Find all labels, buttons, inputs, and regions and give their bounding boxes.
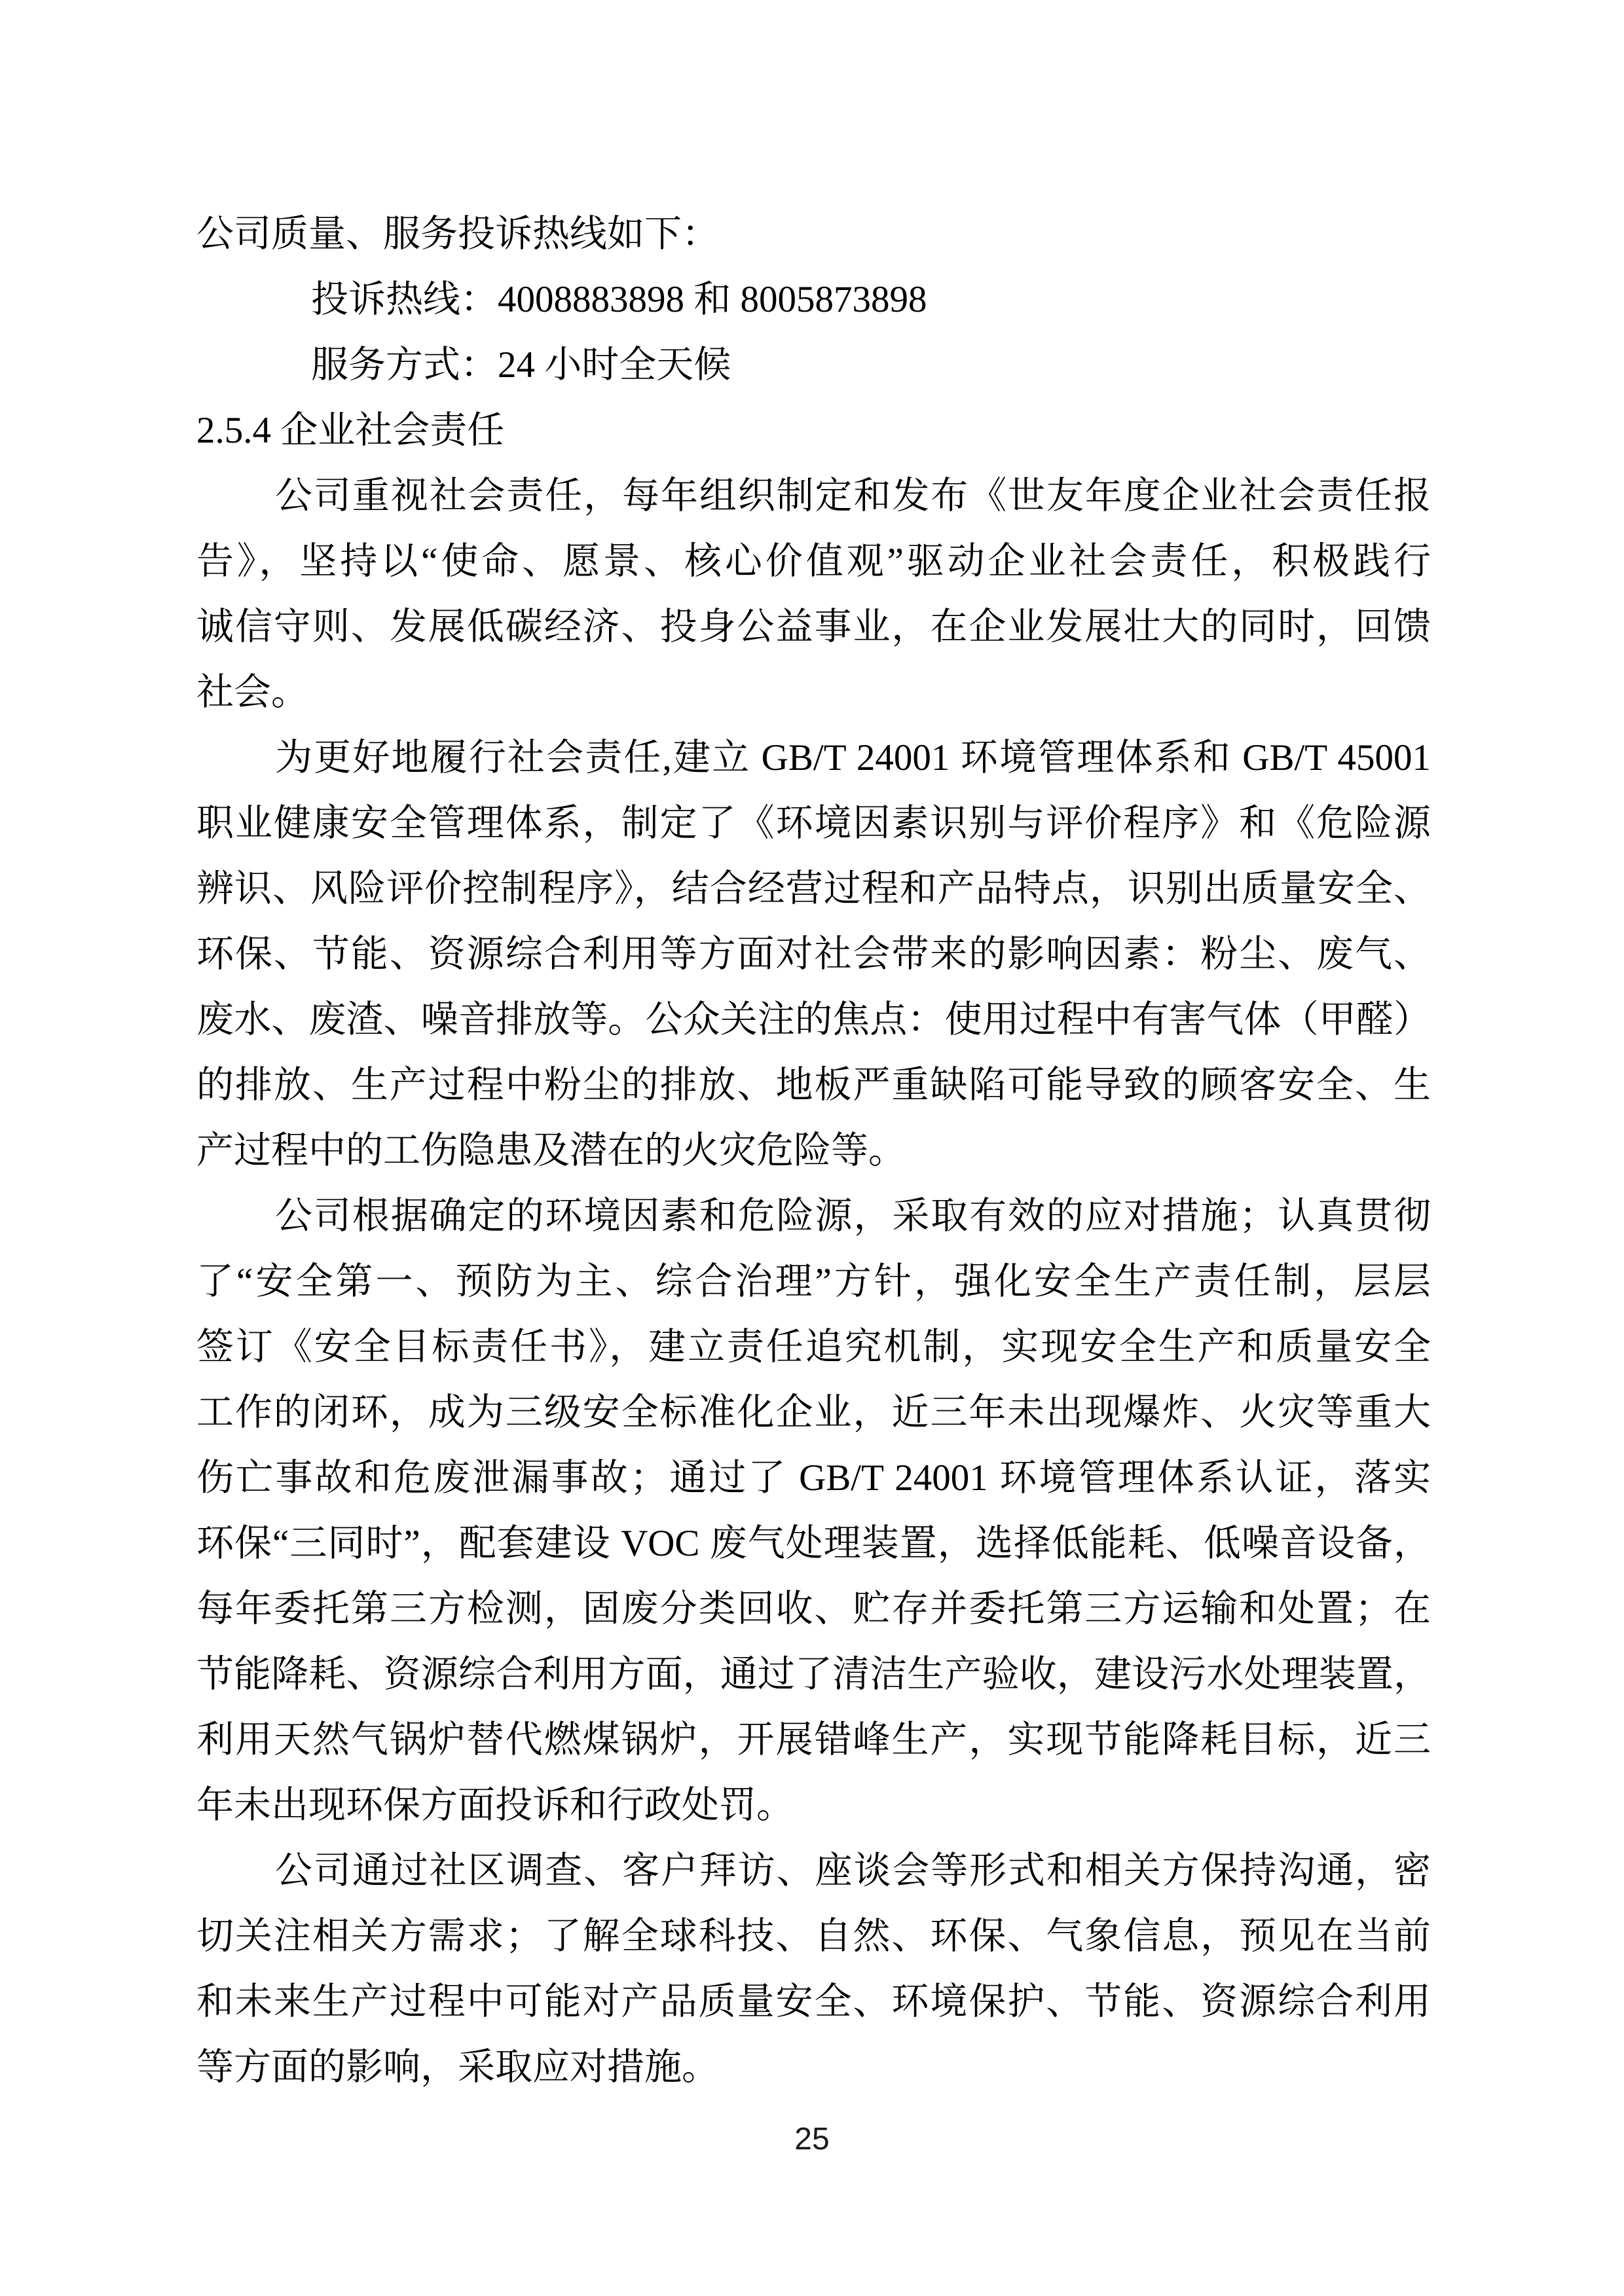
- text-line: 职业健康安全管理体系，制定了《环境因素识别与评价程序》和《危险源: [196, 803, 1431, 844]
- text-line: 告》，坚持以“使命、愿景、核心价值观”驱动企业社会责任，积极践行: [196, 541, 1431, 582]
- text-line: 社会。: [196, 672, 308, 713]
- text-line: 环保、节能、资源综合利用等方面对社会带来的影响因素：粉尘、废气、: [196, 934, 1431, 975]
- text-line: 年未出现环保方面投诉和行政处罚。: [196, 1785, 794, 1826]
- page-number: 25: [794, 2122, 830, 2157]
- text-line: 和未来生产过程中可能对产品质量安全、环境保护、节能、资源综合利用: [196, 1981, 1431, 2022]
- text-line: 工作的闭环，成为三级安全标准化企业，近三年未出现爆炸、火灾等重大: [196, 1392, 1431, 1433]
- text-line: 公司根据确定的环境因素和危险源，采取有效的应对措施；认真贯彻: [275, 1195, 1431, 1237]
- text-line: 每年委托第三方检测，固废分类回收、贮存并委托第三方运输和处置；在: [196, 1588, 1431, 1630]
- text-line: 公司重视社会责任，每年组织制定和发布《世友年度企业社会责任报: [275, 475, 1431, 517]
- text-line: 伤亡事故和危废泄漏事故；通过了 GB/T 24001 环境管理体系认证，落实: [196, 1457, 1431, 1499]
- text-line: 环保“三同时”，配套建设 VOC 废气处理装置，选择低能耗、低噪音设备，: [196, 1523, 1431, 1564]
- page-body-text: [196, 202, 1431, 2100]
- hotline-number-line: 投诉热线：4008883898 和 8005873898: [311, 279, 927, 320]
- text-line: 签订《安全目标责任书》，建立责任追究机制，实现安全生产和质量安全: [196, 1326, 1431, 1368]
- text-line: 等方面的影响，采取应对措施。: [196, 2047, 719, 2088]
- text-line: 利用天然气锅炉替代燃煤锅炉，开展错峰生产，实现节能降耗目标，近三: [196, 1719, 1431, 1760]
- text-line: 节能降耗、资源综合利用方面，通过了清洁生产验收，建设污水处理装置，: [196, 1654, 1431, 1695]
- text-line: 为更好地履行社会责任,建立 GB/T 24001 环境管理体系和 GB/T 45001: [275, 737, 1431, 778]
- text-line: 的排放、生产过程中粉尘的排放、地板严重缺陷可能导致的顾客安全、生: [196, 1065, 1431, 1106]
- text-line: 公司通过社区调查、客户拜访、座谈会等形式和相关方保持沟通，密: [275, 1850, 1431, 1891]
- text-line: 辨识、风险评价控制程序》，结合经营过程和产品特点，识别出质量安全、: [196, 868, 1431, 909]
- text-line: 切关注相关方需求；了解全球科技、自然、环保、气象信息，预见在当前: [196, 1916, 1431, 1957]
- text-line: 废水、废渣、噪音排放等。公众关注的焦点：使用过程中有害气体（甲醛）: [196, 999, 1431, 1040]
- text-line: 了“安全第一、预防为主、综合治理”方针，强化安全生产责任制，层层: [196, 1261, 1431, 1302]
- text-line: 公司质量、服务投诉热线如下：: [196, 213, 719, 255]
- hotline-service-line: 服务方式：24 小时全天候: [311, 344, 731, 386]
- text-line: 产过程中的工伤隐患及潜在的火灾危险等。: [196, 1130, 906, 1171]
- text-line: 诚信守则、发展低碳经济、投身公益事业，在企业发展壮大的同时，回馈: [196, 606, 1431, 647]
- section-heading: 2.5.4 企业社会责任: [196, 410, 505, 451]
